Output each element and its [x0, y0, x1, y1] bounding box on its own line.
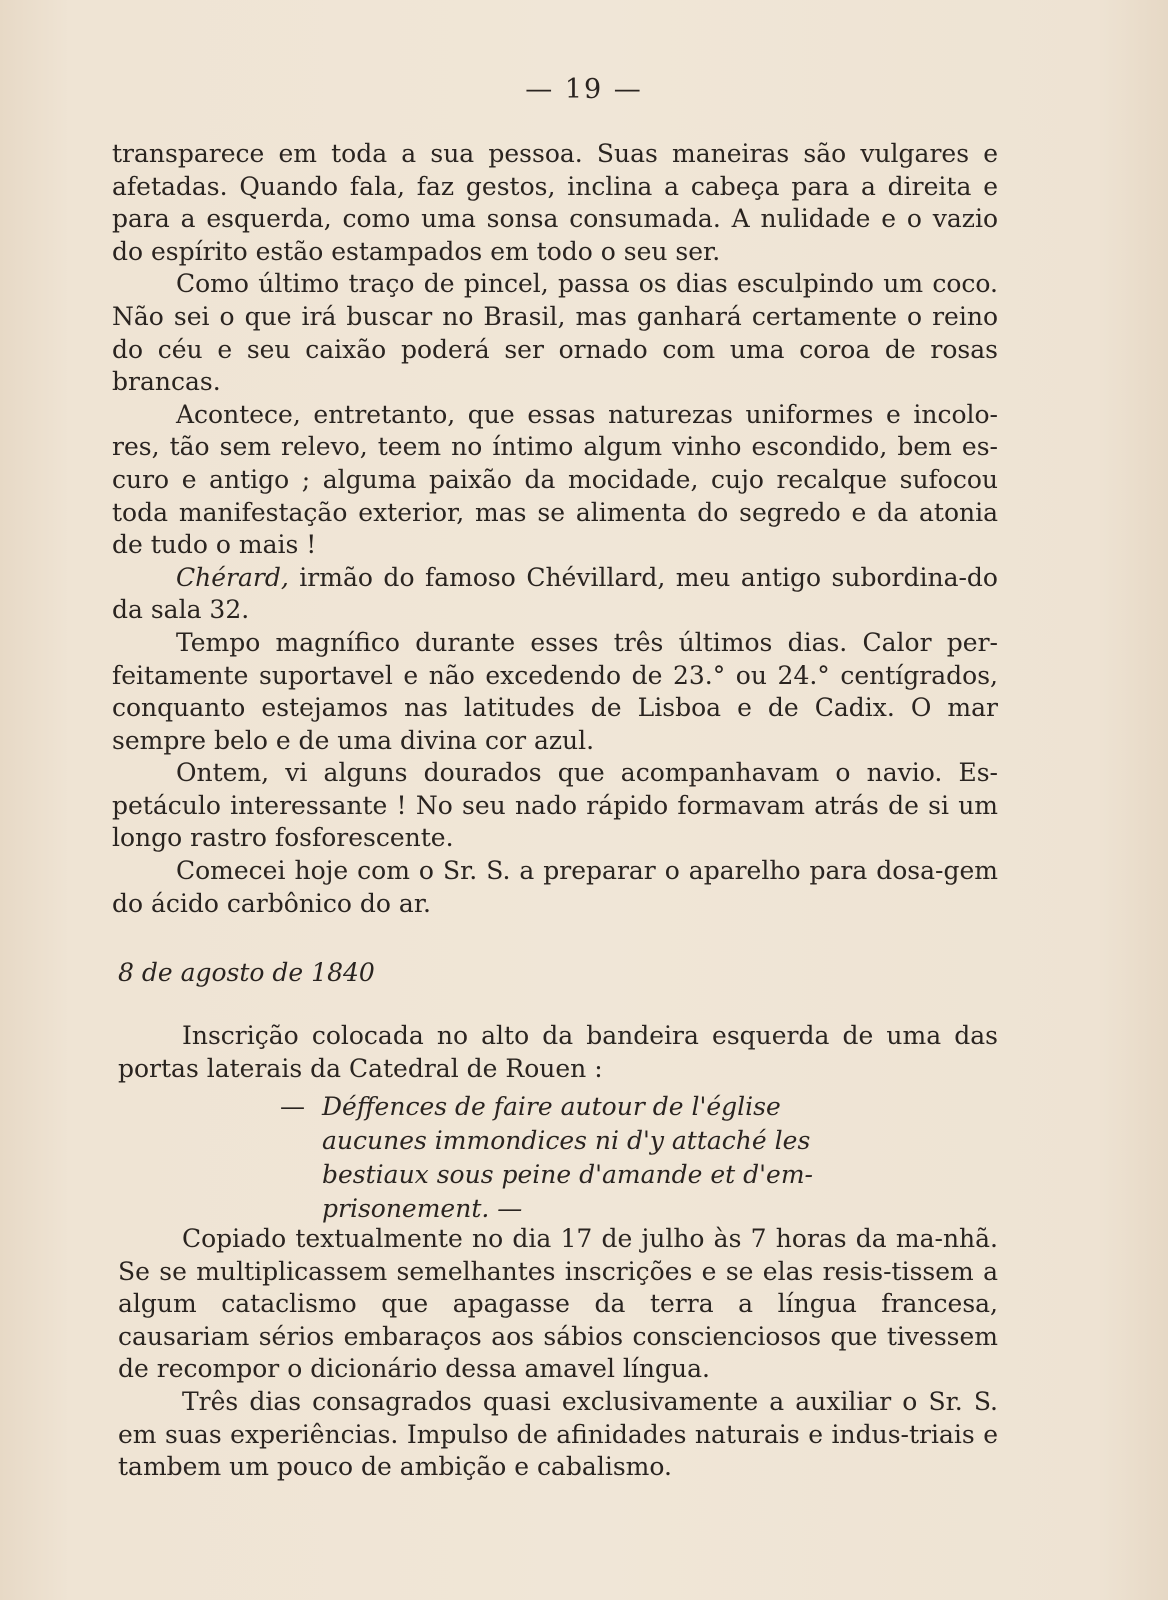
quote-line: prisonement. —: [322, 1194, 523, 1223]
paragraph: Acontece, entretanto, que essas naturezas uniformes e incolo-res, tão sem relevo, teem no íntimo algum vinho escondido, bem es-curo e antigo ; alguma paixão da mocidade, cujo recalque sufocou toda manifestação exterior, mas se alimenta do segredo e da atonia de tudo o mais !: [112, 399, 998, 560]
date-heading: 8 de agosto de 1840: [118, 958, 375, 987]
paragraph: transparece em toda a sua pessoa. Suas maneiras são vulgares e afetadas. Quando fala, faz gestos, inclina a cabeça para a direita e para a esquerda, como uma sonsa consumada. A nulidade e o vazio do espírito estão estampados em todo o seu ser.: [112, 139, 998, 266]
paragraph-cherard: [112, 562, 998, 627]
body-text-lower: [118, 1223, 998, 1484]
page-number: — 19 —: [525, 74, 643, 105]
quote-line: bestiaux sous peine d'amande et d'em-: [322, 1160, 813, 1189]
cherard-name: Chérard,: [176, 562, 289, 592]
paragraph: Tempo magnífico durante esses três últimos dias. Calor per-feitamente suportavel e não excedendo de 23.° ou 24.° centígrados, conquanto estejamos nas latitudes de Lisboa e de Cadix. O mar sempre belo e de uma divina cor azul.: [112, 627, 998, 755]
paragraph: Ontem, vi alguns dourados que acompanhavam o navio. Es-petáculo interessante ! No seu nado rápido formavam atrás de si um longo rastro fosforescente.: [112, 758, 998, 853]
inscription-intro: Inscrição colocada no alto da bandeira esquerda de uma das portas laterais da Catedral de Rouen :: [118, 1021, 998, 1083]
quote-line: Déffences de faire autour de l'église: [322, 1092, 781, 1121]
paragraph: Copiado textualmente no dia 17 de julho às 7 horas da ma-nhã. Se se multiplicassem semelhantes inscrições e se elas resis-tissem a algum cataclismo que apagasse da terra a língua francesa, causariam sérios embaraços aos sábios conscienciosos que tivessem de recompor o dicionário dessa amavel língua.: [118, 1224, 998, 1384]
paragraph: Comecei hoje com o Sr. S. a preparar o aparelho para dosa-gem do ácido carbônico do ar.: [112, 856, 998, 918]
cherard-text: irmão do famoso Chévillard, meu antigo subordina-do da sala 32.: [112, 562, 998, 625]
quote-line: aucunes immondices ni d'y attaché les: [322, 1126, 811, 1155]
inscription-intro-block: [118, 1020, 998, 1085]
quote-dash: —: [280, 1092, 305, 1121]
body-text-upper: [112, 138, 998, 920]
inscription-quote: [276, 1090, 816, 1226]
paragraph: Três dias consagrados quasi exclusivamente a auxiliar o Sr. S. em suas experiências. Impulso de afinidades naturais e indus-triais e tambem um pouco de ambição e cabalismo.: [118, 1386, 998, 1482]
paragraph: Como último traço de pincel, passa os dias esculpindo um coco. Não sei o que irá buscar no Brasil, mas ganhará certamente o reino do céu e seu caixão poderá ser ornado com uma coroa de rosas brancas.: [112, 269, 998, 397]
